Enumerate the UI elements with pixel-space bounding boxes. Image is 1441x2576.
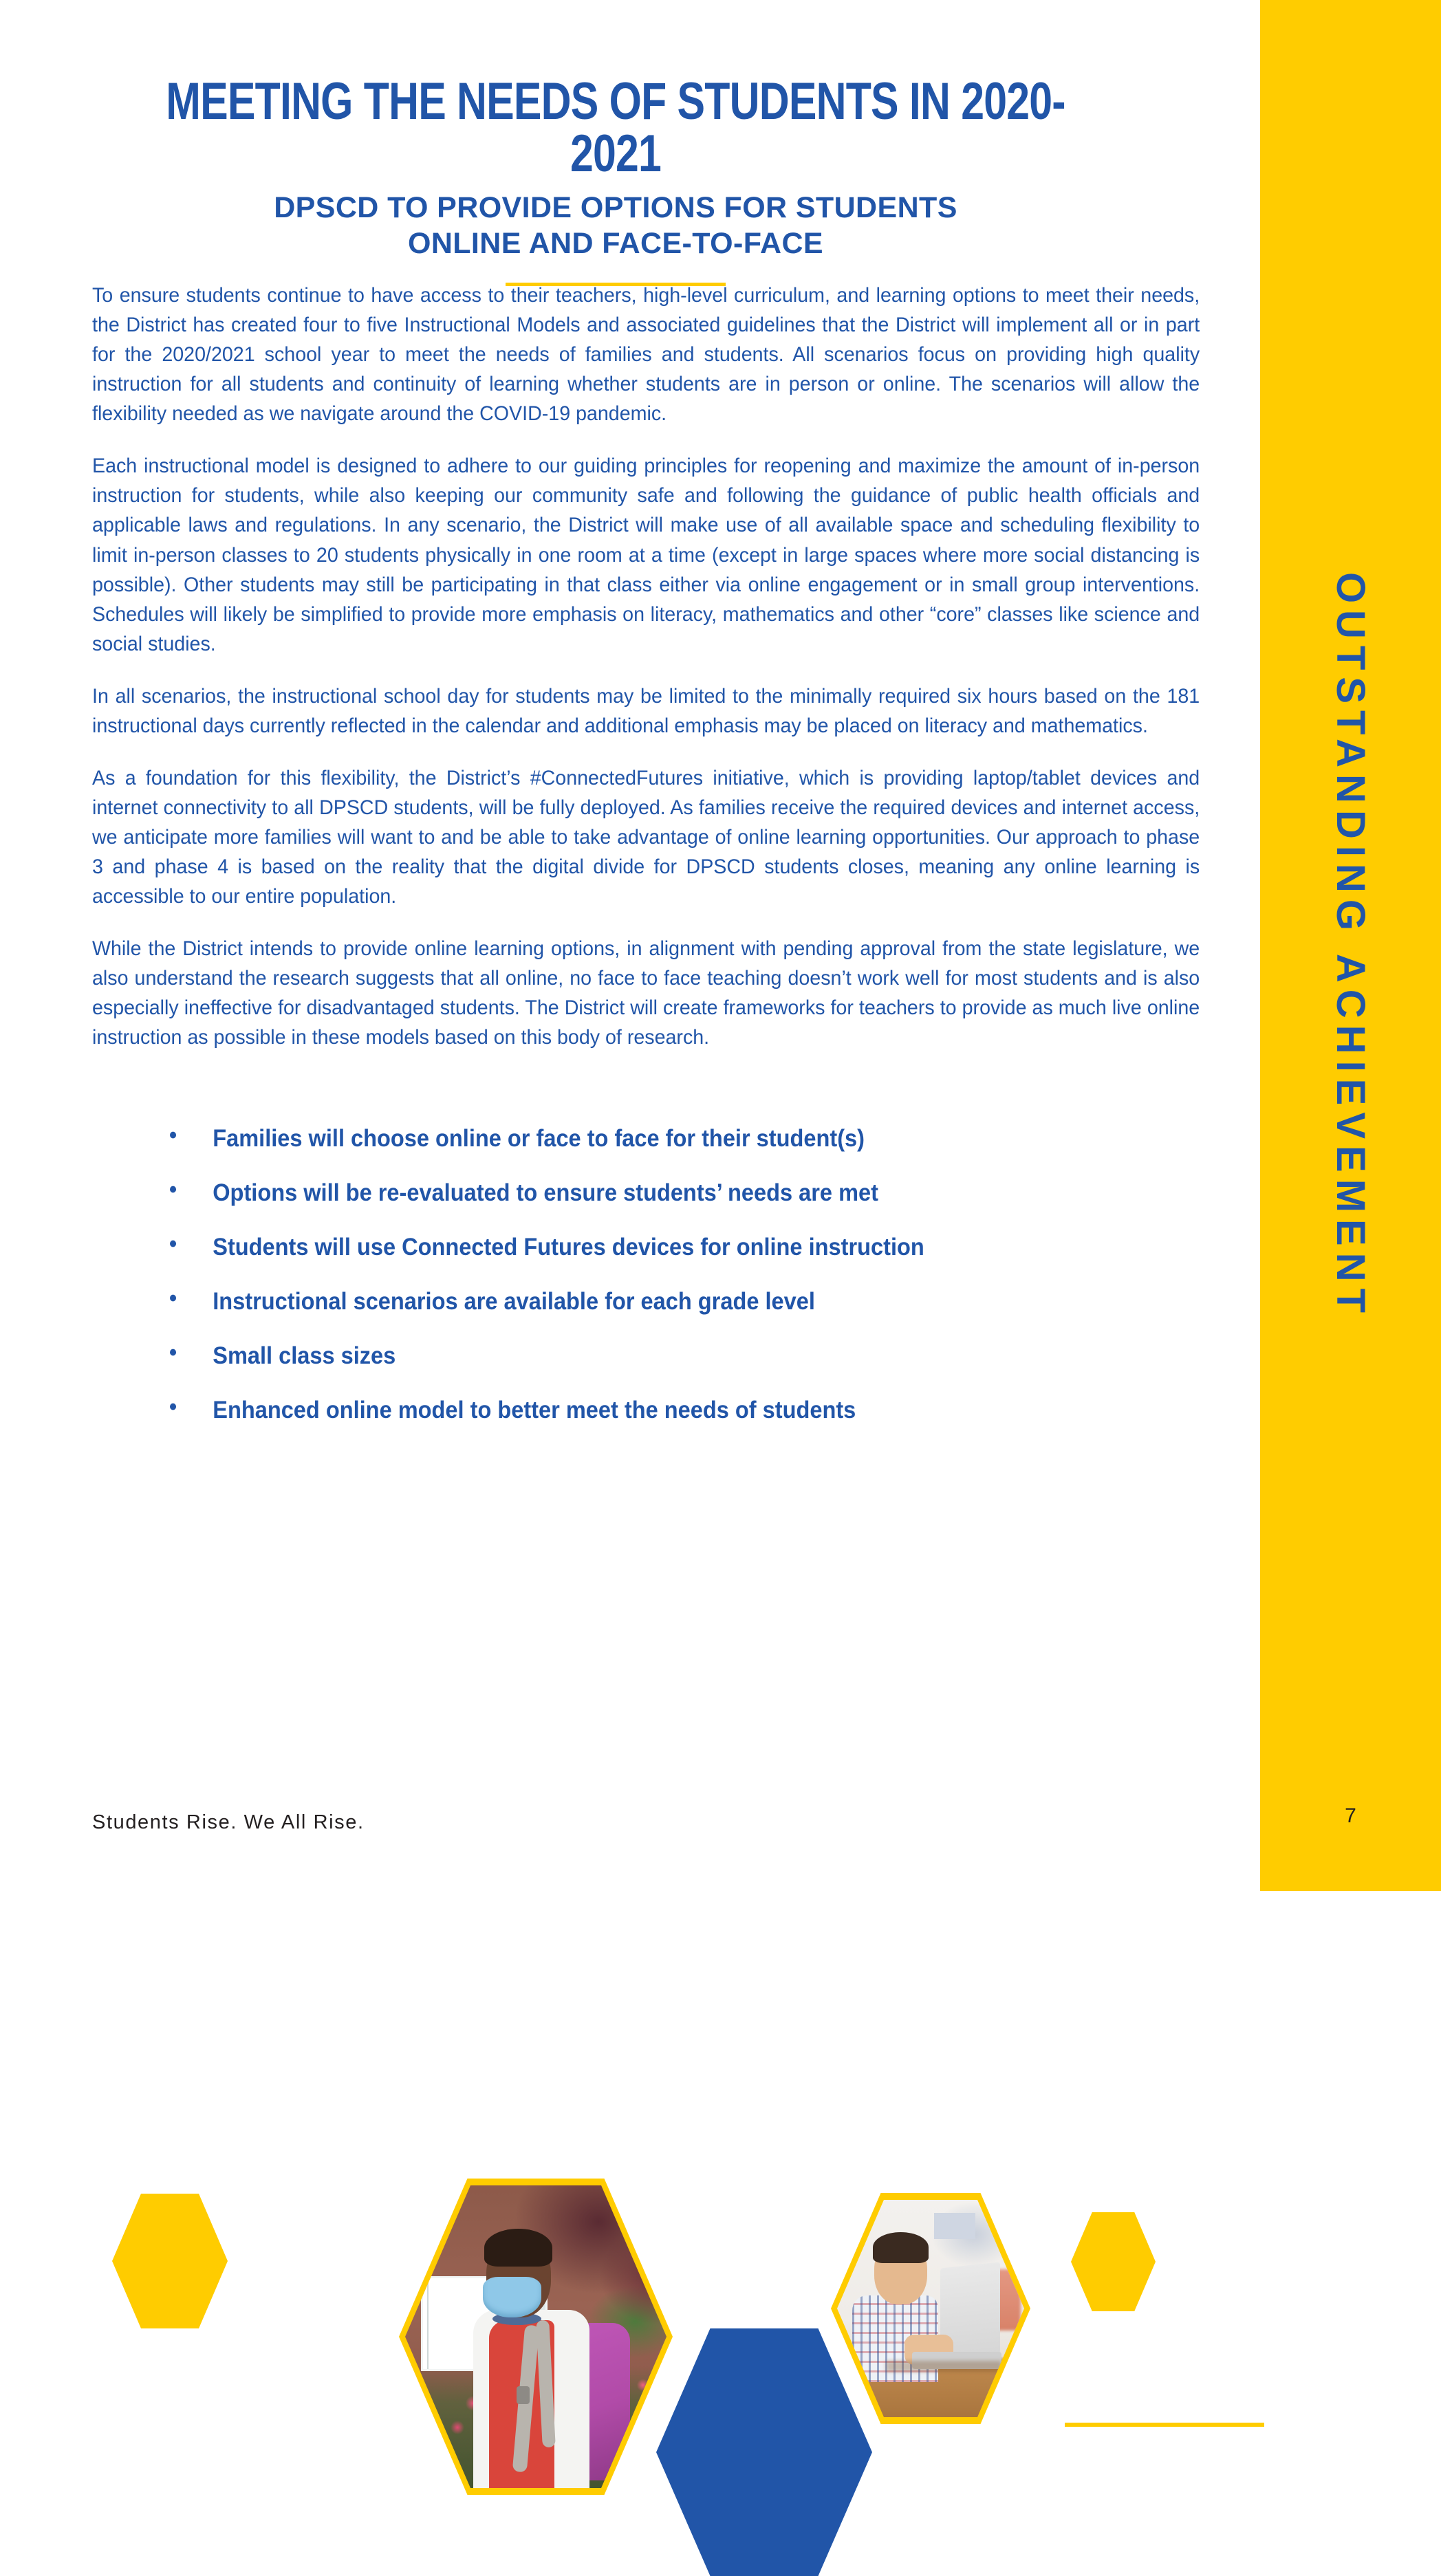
paragraph-2: Each instructional model is designed to adhere to our guiding principles for reopening and maximize the amount of in-person instruction for students, while also keeping our community safe and following the guidance of public health officials and applicable laws and regulations. In any scenario, the District will make use of all available space and scheduling flexibility to limit in-person classes to 20 students physically in one room at a time (except in large spaces where more social distancing is possible). Other students may still be participating in that class either via online engagement or in small group interventions. Schedules will likely be simplified to provide more emphasis on literacy, mathematics and other “core” classes like science and social studies. — [92, 455, 1200, 655]
decorative-blue-hexagon — [656, 2328, 872, 2576]
sidebar-vertical-label-wrap — [1260, 0, 1441, 1891]
footer-tagline: Students Rise. We All Rise. — [92, 1811, 365, 1833]
subtitle-line-2: ONLINE AND FACE-TO-FACE — [407, 227, 824, 261]
page-title: MEETING THE NEEDS OF STUDENTS IN 2020-2021 — [166, 72, 1065, 183]
paragraph-3: In all scenarios, the instructional school day for students may be limited to the minimally required six hours based on the 181 instructional days currently reflected in the calendar and additional emphasis may be placed on literacy and mathematics. — [92, 684, 1200, 737]
list-item: • Students will use Connected Futures devices for online instruction — [169, 1235, 1097, 1259]
paragraph-4: As a foundation for this flexibility, the District’s #ConnectedFutures initiative, which is providing laptop/tablet devices and internet connectivity to all DPSCD students, will be fully deployed. As families receive the required devices and internet access, we anticipate more families will want to and be able to take advantage of online learning opportunities. Our approach to phase 3 and phase 4 is based on the reality that the digital divide for DPSCD students closes, meaning any online learning is accessible to our entire population. — [92, 766, 1200, 908]
sidebar-vertical-label: OUTSTANDING ACHIEVEMENT — [1328, 571, 1373, 1320]
page-number: 7 — [1345, 1804, 1356, 1827]
subtitle-line-1: DPSCD TO PROVIDE OPTIONS FOR STUDENTS — [274, 191, 957, 224]
photo-student-laptop — [837, 2200, 1024, 2417]
list-item: • Instructional scenarios are available for each grade level — [169, 1289, 1097, 1313]
photo-hexagon-student-mask — [399, 2179, 673, 2495]
photo-hexagon-student-laptop — [831, 2193, 1030, 2424]
backpack-buckle — [517, 2386, 530, 2404]
desk-shadow — [886, 2361, 1002, 2372]
list-item: • Enhanced online model to better meet the needs of students — [169, 1398, 1097, 1422]
sidebar — [1260, 0, 1441, 1891]
list-item: • Small class sizes — [169, 1344, 1097, 1368]
paragraph-5: While the District intends to provide online learning options, in alignment with pending approval from the state legislature, we also understand the research suggests that all online, no face to face teaching doesn’t work well for most students and is also especially ineffective for disadvantaged students. The District will create frameworks for teachers to provide as much live online instruction as possible in these models based on this body of research. — [92, 937, 1200, 1049]
page-header — [0, 72, 1231, 286]
body-text — [92, 281, 1234, 1052]
paragraph-1: To ensure students continue to have access to their teachers, high-level curriculum, and learning options to meet their needs, the District has created four to five Instructional Models and associated guidelines that the District will implement all or in part for the 2020/2021 school year to meet the needs of families and students. All scenarios focus on providing high quality instruction for all students and continuity of learning whether students are in person or online. The scenarios will allow the flexibility needed as we navigate around the COVID-19 pandemic. — [92, 284, 1200, 426]
student-hair — [484, 2229, 552, 2267]
decorative-yellow-hexagon-right — [1071, 2212, 1156, 2311]
page-subtitle — [0, 190, 1231, 262]
face-mask-icon — [483, 2277, 541, 2317]
decorative-yellow-hexagon-left — [112, 2194, 228, 2328]
list-item: • Options will be re-evaluated to ensure students’ needs are met — [169, 1181, 1097, 1205]
photo-student-figure — [473, 2234, 636, 2488]
student-hair — [873, 2232, 929, 2262]
wall-art — [934, 2213, 975, 2239]
list-item: • Families will choose online or face to face for their student(s) — [169, 1126, 1097, 1150]
photo-student-mask — [405, 2185, 667, 2488]
yellow-connector-line — [1065, 2423, 1264, 2427]
